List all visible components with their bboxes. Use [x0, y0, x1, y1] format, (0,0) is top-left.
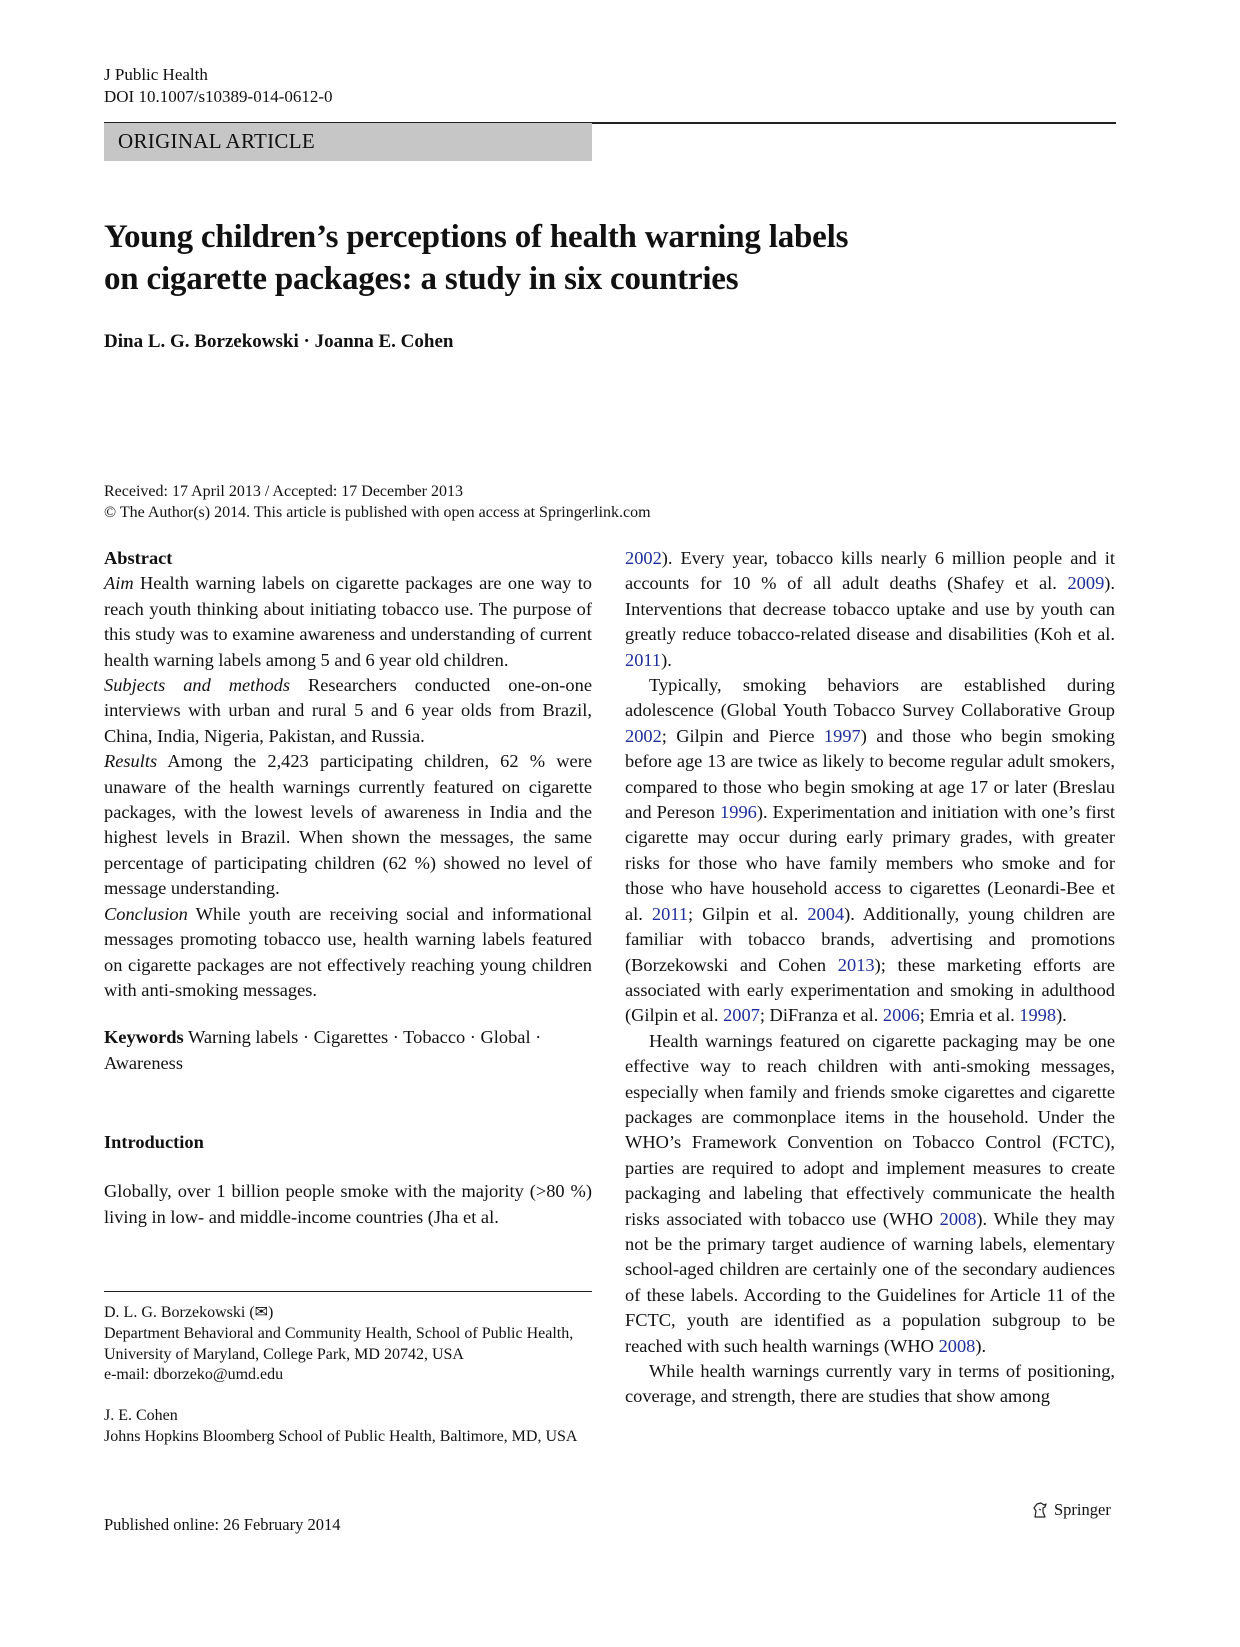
- text-run: Typically, smoking behaviors are established during adolescence (Global Youth Tobacco Survey Collaborative Group: [625, 675, 1115, 721]
- citation-link[interactable]: 2011: [651, 903, 689, 924]
- text-run: ). Additionally, young children are familiar with tobacco brands, advertising and promotions (Borzekowski and Cohen: [625, 903, 1115, 975]
- intro-p1-text: Globally, over 1 billion people smoke with the majority (>80 %) living in low- and middle-income countries (Jha et al.: [104, 1181, 592, 1227]
- intro-paragraph-3: [625, 1029, 1115, 1359]
- text-run: ). Interventions that decrease tobacco uptake and use by youth can greatly reduce tobacco-related disease and disabilities (Koh et al.: [625, 573, 1115, 645]
- text-run: ).: [975, 1335, 987, 1356]
- author-affiliations: [104, 1303, 592, 1448]
- intro-paragraph-4: While health warnings currently vary in terms of positioning, coverage, and strength, there are studies that show among: [625, 1361, 1115, 1407]
- springer-logo: [1031, 1499, 1111, 1521]
- citation-link[interactable]: 1997: [823, 725, 861, 746]
- text-run: ).: [1056, 1005, 1067, 1026]
- intro-paragraph-2: [625, 673, 1115, 1029]
- abstract-results: [104, 749, 592, 901]
- aim-text: Health warning labels on cigarette packages are one way to reach youth thinking about initiating tobacco use. The purpose of this study was to examine awareness and understanding of current health warning labels among 5 and 6 year old children.: [104, 573, 592, 670]
- article-dates: [104, 481, 651, 523]
- journal-doi: DOI 10.1007/s10389-014-0612-0: [104, 87, 333, 106]
- text-run: ). Experimentation and initiation with one’s first cigarette may occur during early primary grades, with greater risks for those who have family members who smoke and for those who have household access to cigarettes (Leonardi-Bee et al.: [625, 802, 1115, 924]
- aim-label: Aim: [104, 573, 134, 594]
- abstract-aim: [104, 571, 592, 673]
- text-run: ); these marketing efforts are associated with early experimentation and smoking in adulthood (Gilpin et al.: [625, 954, 1116, 1026]
- citation-link[interactable]: 2004: [807, 903, 845, 924]
- copyright-line: © The Author(s) 2014. This article is published with open access at Springerlink.com: [104, 504, 651, 521]
- keywords: [104, 1025, 592, 1076]
- citation-link[interactable]: 2009: [1067, 573, 1105, 594]
- citation-link[interactable]: 2013: [837, 954, 875, 975]
- citation-link[interactable]: 2006: [882, 1005, 920, 1026]
- journal-header: [104, 64, 333, 108]
- citation-link[interactable]: 2008: [938, 1335, 976, 1356]
- published-online: Published online: 26 February 2014: [104, 1515, 341, 1534]
- author-list: Dina L. G. Borzekowski · Joanna E. Cohen: [104, 331, 454, 352]
- affil-1-name: D. L. G. Borzekowski (✉): [104, 1304, 274, 1321]
- intro-paragraph-1-start: [104, 1179, 592, 1230]
- introduction-heading: Introduction: [104, 1132, 204, 1153]
- affil-1-email: e-mail: dborzeko@umd.edu: [104, 1366, 284, 1384]
- right-column: [625, 546, 1115, 1410]
- keywords-text: Warning labels · Cigarettes · Tobacco · Global · Awareness: [104, 1027, 542, 1073]
- text-run: ). While they may not be the primary target audience of warning labels, elementary school-aged children are certainly one of the secondary audiences of these labels. According to the Guidelines for Article 11 of the FCTC, youth are identified as a population subgroup to be reached with such health warnings (WHO: [625, 1208, 1115, 1356]
- abstract-methods: [104, 673, 592, 749]
- affil-1-dept: Department Behavioral and Community Health, School of Public Health, University of Maryland, College Park, MD 20742, USA: [104, 1324, 574, 1363]
- text-run: ; Emria et al.: [919, 1005, 1020, 1026]
- journal-name: J Public Health: [104, 65, 208, 84]
- methods-text: Researchers conducted one-on-one interviews with urban and rural 5 and 6 year olds from Brazil, China, India, Nigeria, Pakistan, and Russia.: [104, 675, 592, 746]
- left-column: [104, 546, 592, 1230]
- springer-wordmark: Springer: [1054, 1500, 1111, 1519]
- abstract-heading: Abstract: [104, 548, 173, 568]
- keywords-label: Keywords: [104, 1027, 184, 1048]
- methods-label: Subjects and methods: [104, 675, 291, 696]
- citation-link[interactable]: 2008: [939, 1208, 977, 1229]
- citation-link[interactable]: 2002: [625, 725, 662, 746]
- citation-link[interactable]: 1996: [720, 802, 757, 823]
- text-run: ) and those who begin smoking before age 13 are twice as likely to become regular adult smokers, compared to those who begin smoking at age 17 or later (Breslau and Pereson: [625, 725, 1115, 823]
- citation-link[interactable]: 2007: [723, 1005, 760, 1026]
- received-accepted: Received: 17 April 2013 / Accepted: 17 December 2013: [104, 483, 464, 500]
- footnote-rule: [104, 1291, 592, 1292]
- article-type-banner: ORIGINAL ARTICLE: [104, 123, 592, 161]
- title-line-2: on cigarette packages: a study in six countries: [104, 261, 739, 297]
- conclusion-text: While youth are receiving social and informational messages promoting tobacco use, health warning labels featured on cigarette packages are not effectively reaching young children with anti-smoking messages.: [104, 903, 593, 1000]
- text-run: ). Every year, tobacco kills nearly 6 million people and it accounts for 10 % of all adult deaths (Shafey et al.: [625, 548, 1115, 594]
- text-run: ; Gilpin and Pierce: [661, 725, 824, 746]
- springer-horse-icon: [1031, 1501, 1049, 1519]
- citation-link[interactable]: 2002: [625, 548, 662, 568]
- text-run: Health warnings featured on cigarette packaging may be one effective way to reach children with anti-smoking messages, especially when family and friends smoke cigarettes and cigarette packages are commonplace items in the household. Under the WHO’s Framework Convention on Tobacco Control (FCTC), parties are required to adopt and implement measures to create packaging and labeling that effectively communicate the health risks associated with tobacco use (WHO: [625, 1030, 1115, 1229]
- article-title: [104, 216, 1004, 300]
- affil-2-dept: Johns Hopkins Bloomberg School of Public Health, Baltimore, MD, USA: [104, 1427, 578, 1445]
- text-run: ; Gilpin et al.: [688, 903, 808, 924]
- title-line-1: Young children’s perceptions of health warning labels: [104, 219, 849, 255]
- text-run: ).: [661, 649, 672, 670]
- intro-paragraph-1-end: [625, 546, 1115, 673]
- citation-link[interactable]: 1998: [1019, 1005, 1057, 1026]
- results-text: Among the 2,423 participating children, 62 % were unaware of the health warnings currently featured on cigarette packages, with the lowest levels of awareness in India and the highest levels in Brazil. When shown the messages, the same percentage of participating children (62 %) showed no level of message understanding.: [104, 751, 593, 899]
- citation-link[interactable]: 2011: [625, 649, 662, 670]
- results-label: Results: [104, 751, 158, 772]
- abstract-conclusion: [104, 902, 592, 1004]
- text-run: ; DiFranza et al.: [759, 1005, 883, 1026]
- affil-2-name: J. E. Cohen: [104, 1407, 178, 1425]
- conclusion-label: Conclusion: [104, 903, 188, 924]
